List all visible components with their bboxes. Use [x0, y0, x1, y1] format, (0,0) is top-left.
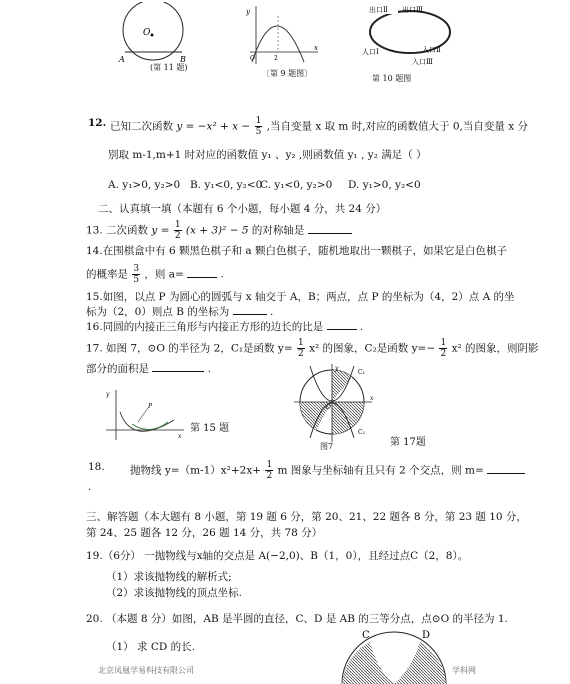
q14-line1: 14.在围棋盒中有 6 颗黑色棋子和 a 颗白色棋子，随机地取出一颗棋子，如果它是白色棋子 [86, 245, 507, 257]
q12-option-b: B. y₁<0, y₂<0 [190, 179, 263, 191]
fig15-label-x: x [178, 433, 182, 440]
q20-line1: 20. （本题 8 分）如图，AB 是半圆的直径，C、D 是 AB 的三等分点，点⊙O 的半径为 1. [86, 613, 508, 625]
q17-text-b: x² 的图象，C₂是函数 y=− [309, 342, 436, 355]
q18-fraction [265, 460, 273, 481]
q13-text-a: 二次函数 [106, 224, 149, 237]
q18-line2: . [88, 481, 92, 493]
q15-line1: 15.如图，以点 P 为圆心的圆弧与 x 轴交于 A，B；两点，点 P 的坐标为（4，2）点 A 的坐 [86, 291, 515, 303]
fig9-label-2: 2 [274, 55, 278, 62]
fig17-label-c1: C₁ [358, 369, 365, 376]
q15-answer-blank[interactable] [233, 314, 267, 315]
q20-sub1: （1） 求 CD 的长. [106, 641, 195, 653]
fig15-label-y: y [106, 391, 110, 398]
q18-frac-den: 2 [266, 471, 273, 481]
fig10-exit-1: 出口Ⅱ [369, 6, 388, 14]
q12-option-a: A. y₁>0, y₂>0 [108, 179, 181, 191]
section-3-line1: 三、解答题（本大题有 8 小题，第 19 题 6 分，第 20、21、22 题各 8 分，第 23 题 10 分， [86, 511, 527, 523]
fig9-label-o: O [250, 55, 255, 62]
fig17-label-c2: C₂ [358, 429, 365, 436]
q17-line2 [86, 362, 211, 376]
fig15-caption: 第 15 题 [190, 423, 230, 434]
fig20-label-d: D [422, 630, 431, 641]
q13-expr-b: (x + 3)² − 5 [185, 224, 249, 237]
q17-frac1-den: 2 [297, 349, 304, 359]
q18-frac-num: 1 [266, 460, 273, 470]
q17-frac1-num: 1 [297, 338, 304, 348]
q18-line [130, 460, 525, 481]
q17-line2-end: . [207, 363, 212, 375]
q14-answer-blank[interactable] [187, 277, 217, 278]
fig9-caption: 〔第 9 题图〕 [262, 69, 313, 78]
q14-frac-den: 5 [133, 275, 140, 285]
q12-fraction [255, 116, 263, 137]
footer-site: 学科网 [452, 666, 476, 675]
fig15-label-p: P [148, 403, 153, 410]
q17-line2-text: 部分的面积是 [86, 363, 149, 375]
q14-line2 [86, 264, 224, 285]
q17-fraction-1 [297, 338, 305, 359]
q13-expr-a: y = [151, 224, 170, 237]
q17-frac2-num: 1 [440, 338, 447, 348]
q12-line2: 别取 m-1,m+1 时对应的函数值 y₁ 、y₂ ,则函数值 y₁ , y₂ 满足（ ） [108, 149, 427, 161]
fig11-caption: (第 11 题) [150, 63, 188, 72]
q12-number: 12. [88, 117, 107, 129]
q19-sub1: （1）求该抛物线的解析式; [106, 571, 232, 583]
fig10-entry-2: 入口Ⅱ [422, 46, 441, 54]
q14-fraction [132, 264, 140, 285]
q16-answer-blank[interactable] [327, 329, 357, 330]
q13-number: 13. [86, 224, 103, 237]
q16-line [86, 320, 363, 334]
q18-answer-blank[interactable] [487, 473, 525, 474]
fig17-caption: 第 17题 [390, 437, 426, 448]
q13-line [86, 220, 352, 241]
q18-text-b: m 图象与坐标轴有且只有 2 个交点，则 m= [277, 464, 484, 477]
fig17-caption-2: 图7 [320, 442, 334, 451]
fig11-label-o: O [143, 28, 151, 38]
fig10-entry-1: 人口Ⅰ [362, 48, 379, 56]
q17-text-a: 17. 如图 7，⊙O 的半径为 2，C₁是函数 y= [86, 342, 293, 355]
figure-20-semicircle [340, 628, 450, 684]
fig17-label-x: x [370, 395, 374, 402]
q17-frac2-den: 2 [440, 349, 447, 359]
fig10-caption: 第 10 题图 [372, 74, 412, 83]
q12-text-a: 已知二次函数 [110, 120, 173, 133]
q15-text: 标为（2，0）则点 B 的坐标为 [86, 306, 230, 318]
fig17-label-o: O [326, 404, 331, 411]
q12-frac-den: 5 [255, 127, 262, 137]
q15-line2 [86, 305, 273, 319]
q14-text-c: . [220, 268, 224, 281]
q13-frac-num: 1 [174, 220, 181, 230]
q14-text-b: ，则 a= [144, 268, 184, 281]
q15-end: . [269, 306, 274, 318]
fig11-label-a: A [119, 55, 125, 64]
fig9-label-x: x [314, 44, 318, 52]
figure-9-parabola [242, 2, 322, 68]
q12-frac-num: 1 [255, 116, 262, 126]
section-3-line2: 第 24、25 题各 12 分，26 题 14 分，共 78 分） [86, 527, 323, 539]
q17-text-c: x² 的图象，则阴影 [451, 342, 539, 355]
q17-answer-blank[interactable] [152, 371, 204, 372]
fig11-label-b: B [180, 55, 186, 64]
q13-frac-den: 2 [174, 231, 181, 241]
figure-15-graph [98, 386, 188, 442]
fig20-label-c: C [362, 630, 370, 641]
q13-fraction [174, 220, 182, 241]
q17-line1 [86, 338, 539, 359]
q13-text-b: 的对称轴是 [251, 224, 305, 237]
q12-expr: y = −x² + x − [176, 120, 251, 133]
q12-line1 [110, 116, 528, 137]
section-2-heading: 二、认真填一填（本题有 6 个小题，每小题 4 分，共 24 分） [98, 203, 387, 215]
q14-text-a: 的概率是 [86, 268, 128, 281]
figure-17-circle [292, 362, 376, 446]
q12-option-d: D. y₁>0, y₂<0 [348, 179, 421, 191]
q12-option-c: C. y₁<0, y₂>0 [260, 179, 333, 191]
q19-sub2: （2）求该抛物线的顶点坐标. [106, 587, 243, 599]
q13-answer-blank[interactable] [308, 233, 352, 234]
fig17-label-y: y [335, 365, 339, 372]
q16-text: 16.同圆的内接正三角形与内接正方形的边长的比是 [86, 321, 324, 333]
q19-line1: 19.（6分） 一抛物线与x轴的交点是 A(−2,0)、B（1，0），且经过点C（2，8）。 [86, 550, 469, 562]
q16-end: . [359, 321, 364, 333]
fig9-label-y: y [246, 8, 250, 16]
q17-fraction-2 [439, 338, 447, 359]
figure-10-ellipse [360, 2, 480, 72]
q18-text-a: 抛物线 y=（m-1）x²+2x+ [130, 464, 262, 477]
footer-company: 北京凤凰学易科技有限公司 [98, 666, 194, 675]
q18-number: 18. [88, 461, 105, 473]
fig10-exit-2: 出口Ⅲ [402, 6, 423, 14]
fig10-entry-3: 入口Ⅲ [412, 58, 433, 66]
q14-frac-num: 3 [133, 264, 140, 274]
q12-text-b: ,当自变量 x 取 m 时,对应的函数值大于 0,当自变量 x 分 [266, 120, 528, 133]
